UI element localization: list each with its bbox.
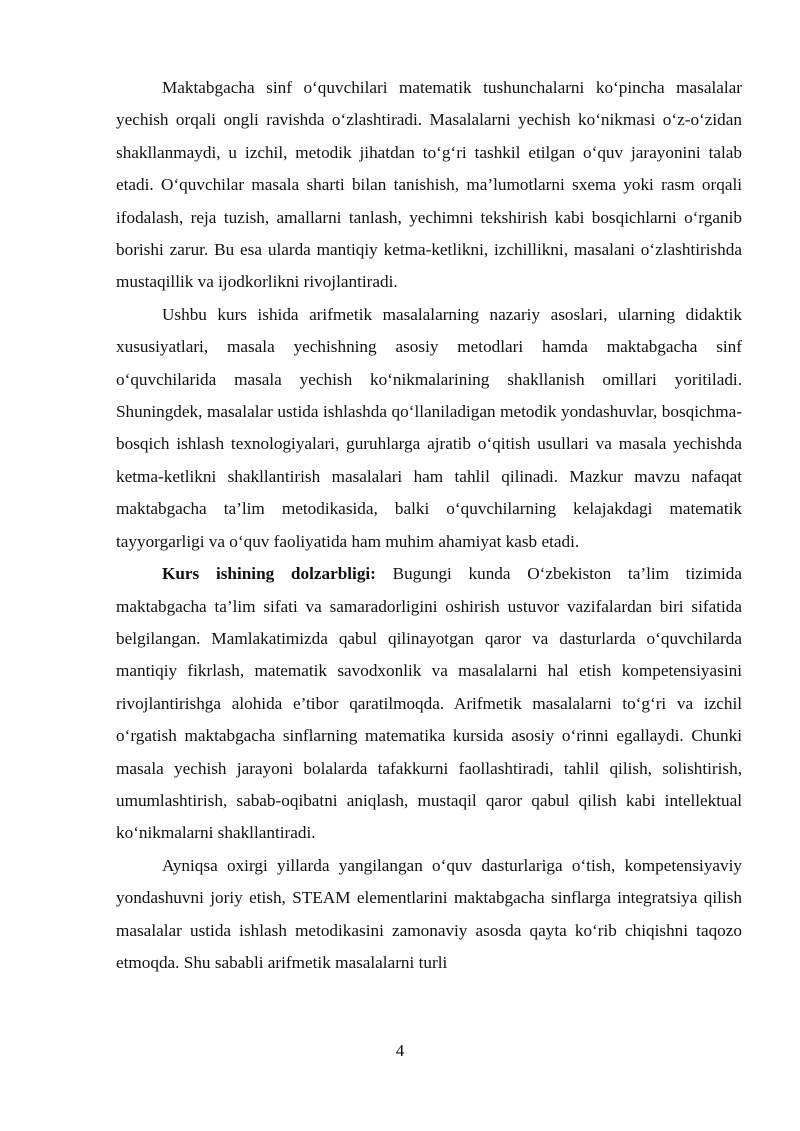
page-number: 4 — [395, 1041, 405, 1060]
paragraph-relevance-text: Bugungi kunda O‘zbekiston ta’lim tizimida maktabgacha ta’lim sifati va samaradorligini oshirish ustuvor vazifalardan biri sifatida belgilangan. Mamlakatimizda qabul qilinayotgan qaror va dasturlarda o‘quvchilarda mantiqiy fikrlash, matematik savodxonlik va masalalarni hal etish kompetensiyasini rivojlantirishga alohida e’tibor qaratilmoqda. Arifmetik masalalarni to‘g‘ri va izchil o‘rgatish maktabgacha sinflarning matematika kursida asosiy o‘rinni egallaydi. Chunki masala yechish jarayoni bolalarda tafakkurni faollashtiradi, tahlil qilish, solishtirish, umumlashtirish, sabab-oqibatni aniqlash, mustaqil qaror qabul qilish kabi intellektual ko‘nikmalarni shakllantiradi. — [116, 564, 743, 843]
paragraph-recent-years-text: Ayniqsa oxirgi yillarda yangilangan o‘quv dasturlariga o‘tish, kompetensiyaviy yondashuvni joriy etish, STEAM elementlarini maktabgacha sinflarga integratsiya qilish masalalar ustida ishlash metodikasini zamonaviy asosda qayta ko‘rib chiqishni taqozo etmoqda. Shu sababli arifmetik masalalarni turli — [116, 855, 742, 972]
paragraph-course-overview-text: Ushbu kurs ishida arifmetik masalalarning nazariy asoslari, ularning didaktik xususiyatlari, masala yechishning asosiy metodlari hamda maktabgacha sinf o‘quvchilarida masala yechish ko‘nikmalarining shakllanish omillari yoritiladi. Shuningdek, masalalar ustida ishlashda qo‘llaniladigan metodik yondashuvlar, bosqichma-bosqich ishlash texnologiyalari, guruhlarga ajratib o‘qitish usullari va masala yechishda ketma-ketlikni shakllantirish masalalari ham tahlil qilinadi. Mazkur mavzu nafaqat maktabgacha ta’lim metodikasida, balki o‘quvchilarning kelajakdagi matematik tayyorgarligi va o‘quv faoliyatida ham muhim ahamiyat kasb etadi. — [116, 304, 742, 551]
paragraph-intro-text: Maktabgacha sinf o‘quvchilari matematik tushunchalarni ko‘pincha masalalar yechish orqali ongli ravishda o‘zlashtiradi. Masalalarni yechish ko‘nikmasi o‘z-o‘zidan shakllanmaydi, u izchil, metodik jihatdan to‘g‘ri tashkil etilgan o‘quv jarayonini talab etadi. O‘quvchilar masala sharti bilan tanishish, ma’lumotlarni sxema yoki rasm orqali ifodalash, reja tuzish, amallarni tanlash, yechimni tekshirish kabi bosqichlarni o‘rganib borishi zarur. Bu esa ularda mantiqiy ketma-ketlikni, izchillikni, masalani o‘zlashtirishda mustaqillik va ijodkorlikni rivojlantiradi. — [116, 78, 742, 292]
document-page — [116, 72, 742, 979]
paragraph-recent-years — [116, 850, 742, 980]
paragraph-intro — [116, 72, 742, 299]
paragraph-course-overview — [116, 299, 742, 558]
paragraph-relevance — [116, 558, 742, 850]
relevance-heading: Kurs ishining dolzarbligi: — [162, 564, 376, 584]
